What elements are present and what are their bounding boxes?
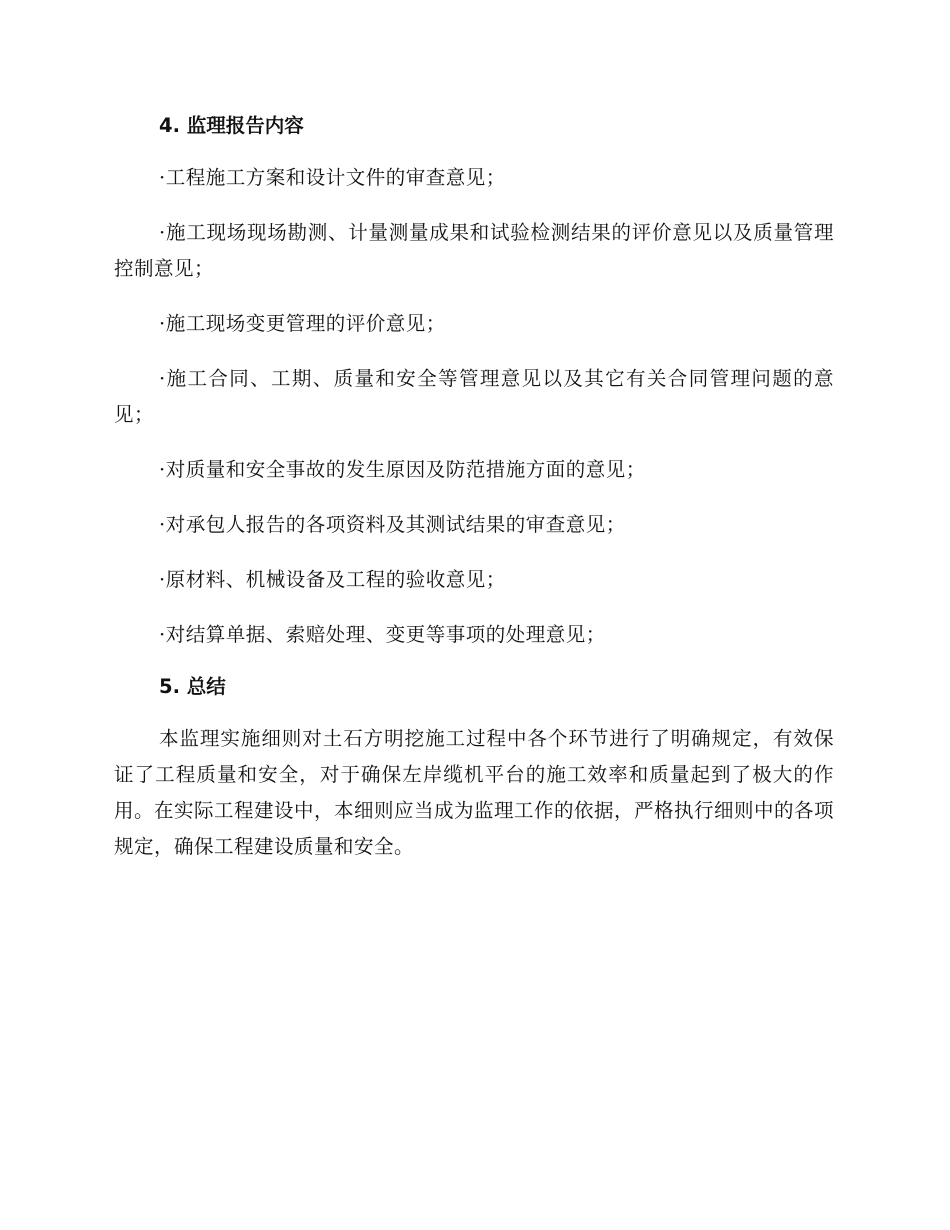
- summary-paragraph: 本监理实施细则对土石方明挖施工过程中各个环节进行了明确规定，有效保证了工程质量和安全，对于确保左岸缆机平台的施工效率和质量起到了极大的作用。在实际工程建设中，本细则应当成为监理工作的依据，严格执行细则中的各项规定，确保工程建设质量和安全。: [114, 727, 835, 858]
- section-4-heading: 4. 监理报告内容: [159, 114, 304, 137]
- report-item-2: ·施工现场现场勘测、计量测量成果和试验检测结果的评价意见以及质量管理控制意见；: [114, 221, 834, 280]
- report-item-8: ·对结算单据、索赔处理、变更等事项的处理意见；: [159, 623, 606, 646]
- report-item-1: ·工程施工方案和设计文件的审查意见；: [159, 166, 506, 189]
- report-item-6: ·对承包人报告的各项资料及其测试结果的审查意见；: [159, 513, 626, 536]
- report-item-7: ·原材料、机械设备及工程的验收意见；: [159, 568, 506, 591]
- document-page: [114, 108, 834, 865]
- report-item-3: ·施工现场变更管理的评价意见；: [159, 312, 446, 335]
- report-item-5: ·对质量和安全事故的发生原因及防范措施方面的意见；: [159, 458, 646, 481]
- report-item-4: ·施工合同、工期、质量和安全等管理意见以及其它有关合同管理问题的意见；: [114, 367, 834, 426]
- section-5-heading: 5. 总结: [159, 675, 226, 698]
